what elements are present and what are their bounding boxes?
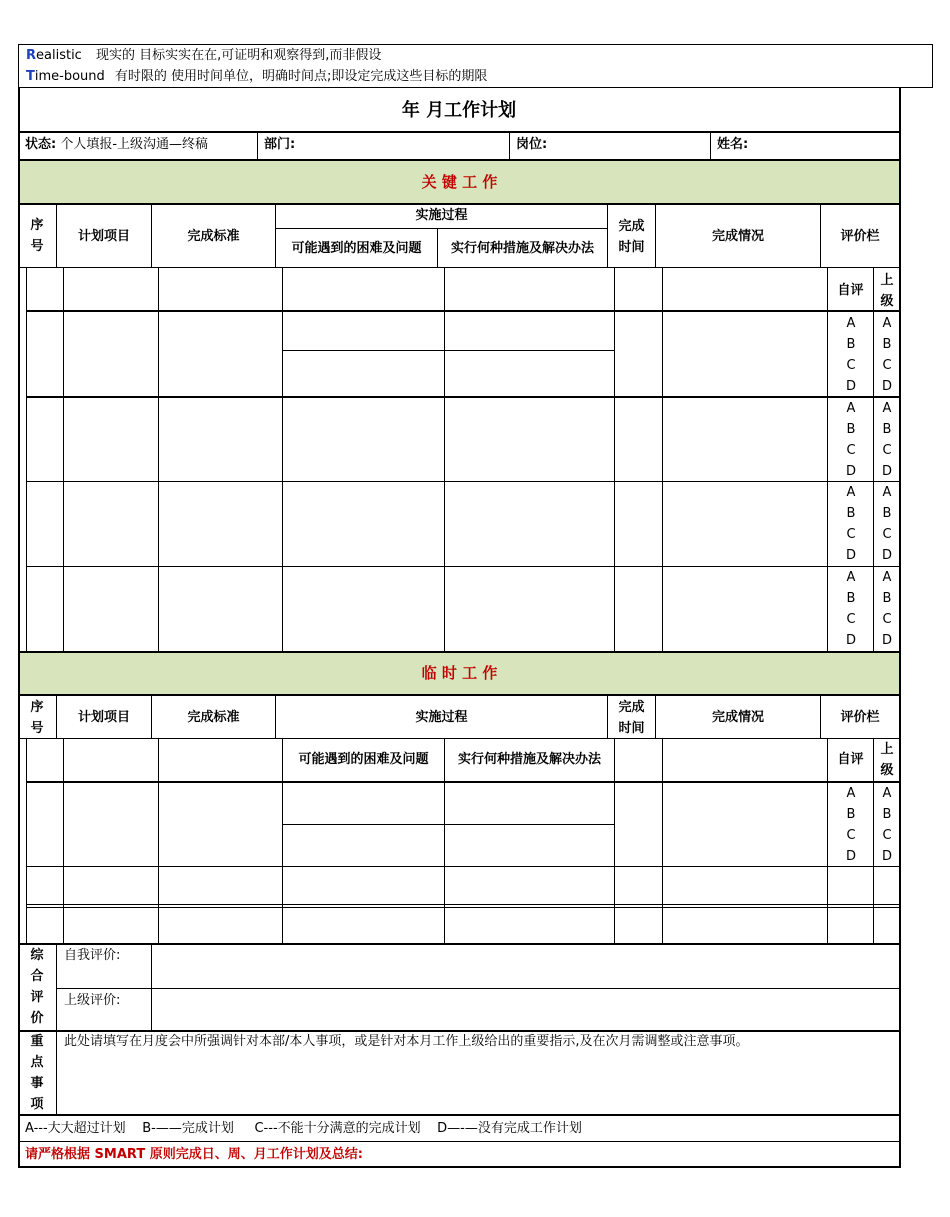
tb-v3 <box>282 738 283 943</box>
kh-process-line <box>275 228 607 229</box>
key-plan-item-header: 计划项目 <box>77 229 130 244</box>
kb-h1a <box>282 350 614 351</box>
title-bottom-line <box>18 131 901 133</box>
timebound-letter: T <box>26 69 35 84</box>
temp-work-heading: 临 时 工 作 <box>421 664 498 682</box>
key-self-eval-header: 自评 <box>837 283 864 298</box>
key-seq-1: 序 <box>30 218 44 233</box>
key-items-char-1: 重 <box>30 1034 44 1049</box>
grade-b[interactable]: B <box>846 506 856 521</box>
kb-v4 <box>444 268 445 651</box>
tb-v7 <box>827 738 828 943</box>
grade-a[interactable]: A <box>846 485 856 500</box>
dept-label[interactable]: 部门: <box>264 137 296 152</box>
realistic-word: ealistic <box>36 48 82 63</box>
key-process-header: 实施过程 <box>415 208 468 223</box>
kb-v6 <box>662 268 663 651</box>
tb-h2 <box>26 866 900 867</box>
status-label: 状态: <box>25 137 57 152</box>
kb-v2 <box>158 268 159 651</box>
grade-b[interactable]: B <box>882 591 892 606</box>
temp-standard-header: 完成标准 <box>187 710 240 725</box>
key-measures-header: 实行何种措施及解决办法 <box>450 241 594 256</box>
superior-evaluation-label: 上级评价: <box>64 993 121 1008</box>
summary-label <box>27 945 47 1029</box>
tb-v1 <box>63 738 64 943</box>
kb-v1 <box>63 268 64 651</box>
self-evaluation-field[interactable] <box>152 944 899 988</box>
grade-d[interactable]: D <box>881 379 892 394</box>
key-seq-2: 号 <box>30 239 44 254</box>
key-superior-header <box>877 270 897 312</box>
grade-c[interactable]: C <box>882 443 892 458</box>
realistic-desc: 现实的 目标实实在在,可证明和观察得到,而非假设 <box>95 48 382 63</box>
realistic-note <box>26 48 381 64</box>
temp-evaluation-header: 评价栏 <box>840 710 880 725</box>
grade-a[interactable]: A <box>846 786 856 801</box>
temp-superior-1: 上 <box>880 742 894 757</box>
key-superior-2: 级 <box>880 294 894 309</box>
grade-c[interactable]: C <box>882 612 892 627</box>
name-label[interactable]: 姓名: <box>717 137 749 152</box>
key-standard-header: 完成标准 <box>187 229 240 244</box>
tb-h3b <box>26 907 900 908</box>
temp-status-header: 完成情况 <box>711 710 764 725</box>
grade-d[interactable]: D <box>845 464 856 479</box>
grade-b[interactable]: B <box>882 337 892 352</box>
key-items-char-3: 事 <box>30 1076 44 1091</box>
temp-seq-header <box>27 697 47 739</box>
kb-h2 <box>26 396 900 398</box>
key-seq-header <box>27 215 47 257</box>
key-time-header <box>608 216 655 258</box>
frame-left <box>18 88 20 1168</box>
info-divider-3 <box>710 132 711 159</box>
grade-a[interactable]: A <box>882 570 892 585</box>
tb-h1 <box>26 781 900 783</box>
key-superior-1: 上 <box>880 273 894 288</box>
grade-c[interactable]: C <box>882 828 892 843</box>
tb-v4 <box>444 738 445 943</box>
temp-time-2: 时间 <box>618 721 645 736</box>
key-items-char-4: 项 <box>30 1097 44 1112</box>
grade-c[interactable]: C <box>846 612 856 627</box>
temp-superior-header <box>877 739 897 781</box>
grade-b[interactable]: B <box>882 422 892 437</box>
grade-b[interactable]: B <box>846 807 856 822</box>
kb-v3 <box>282 268 283 651</box>
key-time-1: 完成 <box>618 219 645 234</box>
kb-v0 <box>26 268 27 651</box>
grade-b[interactable]: B <box>846 591 856 606</box>
status-field[interactable] <box>25 137 208 153</box>
tb-h1a <box>282 824 614 825</box>
kb-h4 <box>26 566 900 567</box>
grade-d[interactable]: D <box>845 633 856 648</box>
grade-d[interactable]: D <box>881 849 892 864</box>
key-items-text[interactable]: 此处请填写在月度会中所强调针对本部/本人事项，或是针对本月工作上级给出的重要指示,及在次月需调整或注意事项。 <box>64 1034 749 1049</box>
key-time-2: 时间 <box>618 240 645 255</box>
key-evaluation-header: 评价栏 <box>840 229 880 244</box>
key-work-heading: 关 键 工 作 <box>421 173 498 191</box>
grade-c[interactable]: C <box>882 527 892 542</box>
key-items-char-2: 点 <box>30 1055 44 1070</box>
temp-measures-header: 实行何种措施及解决办法 <box>457 752 601 767</box>
key-difficulty-header: 可能遇到的困难及问题 <box>291 241 422 256</box>
grade-b[interactable]: B <box>846 337 856 352</box>
grade-d[interactable]: D <box>845 849 856 864</box>
summary-char-4: 价 <box>30 1011 44 1026</box>
grade-c[interactable]: C <box>846 358 856 373</box>
temp-plan-item-header: 计划项目 <box>77 710 130 725</box>
temp-time-header <box>608 697 655 739</box>
kb-v5 <box>614 268 615 651</box>
temp-superior-2: 级 <box>880 763 894 778</box>
realistic-letter: R <box>26 48 37 63</box>
position-label[interactable]: 岗位: <box>516 137 548 152</box>
summary-bottom <box>18 1030 901 1032</box>
info-divider-2 <box>509 132 510 159</box>
frame-bottom <box>18 1166 901 1168</box>
summary-v1 <box>56 944 57 1114</box>
temp-self-eval-header: 自评 <box>837 752 864 767</box>
summary-char-1: 综 <box>30 948 44 963</box>
key-status-header: 完成情况 <box>711 229 764 244</box>
tb-v5 <box>614 738 615 943</box>
page-title: 年 月工作计划 <box>401 100 517 121</box>
grade-c[interactable]: C <box>846 828 856 843</box>
grade-a[interactable]: A <box>846 316 856 331</box>
grade-a[interactable]: A <box>882 316 892 331</box>
timebound-desc: 有时限的 使用时间单位，明确时间点;即设定完成这些目标的期限 <box>114 69 488 84</box>
footer-note: 请严格根据 SMART 原则完成日、周、月工作计划及总结: <box>25 1147 363 1162</box>
th-bottom <box>18 738 901 739</box>
grade-b[interactable]: B <box>846 422 856 437</box>
temp-time-1: 完成 <box>618 700 645 715</box>
grade-b[interactable]: B <box>882 807 892 822</box>
temp-process-header: 实施过程 <box>415 710 468 725</box>
superior-evaluation-field[interactable] <box>152 989 899 1030</box>
summary-char-3: 评 <box>30 990 44 1005</box>
kb-h1 <box>26 310 900 312</box>
info-divider-1 <box>257 132 258 159</box>
key-items-bottom <box>18 1114 901 1116</box>
temp-seq-1: 序 <box>30 700 44 715</box>
kb-h3 <box>26 481 900 482</box>
tb-v0 <box>26 738 27 943</box>
grade-a[interactable]: A <box>846 570 856 585</box>
timebound-word: ime-bound <box>34 69 105 84</box>
legend-bottom <box>18 1141 901 1142</box>
grade-c[interactable]: C <box>846 527 856 542</box>
tb-v6 <box>662 738 663 943</box>
summary-char-2: 合 <box>30 969 44 984</box>
key-items-label <box>27 1031 47 1115</box>
status-value: 个人填报-上级沟通—终稿 <box>60 137 209 152</box>
grade-d[interactable]: D <box>881 548 892 563</box>
grade-a[interactable]: A <box>882 786 892 801</box>
self-evaluation-label: 自我评价: <box>64 948 121 963</box>
grade-c[interactable]: C <box>882 358 892 373</box>
grade-a[interactable]: A <box>882 485 892 500</box>
grade-b[interactable]: B <box>882 506 892 521</box>
grade-d[interactable]: D <box>881 464 892 479</box>
temp-seq-2: 号 <box>30 721 44 736</box>
kb-v7 <box>827 268 828 651</box>
grade-a[interactable]: A <box>846 401 856 416</box>
tb-h3 <box>26 904 900 905</box>
grade-d[interactable]: D <box>845 548 856 563</box>
temp-difficulty-header: 可能遇到的困难及问题 <box>298 752 429 767</box>
kh-bottom <box>18 267 901 268</box>
grade-legend: A---大大超过计划 B-——完成计划 C---不能十分满意的完成计划 D—-—没有完成工作计划 <box>25 1121 582 1136</box>
grade-c[interactable]: C <box>846 443 856 458</box>
grade-a[interactable]: A <box>882 401 892 416</box>
grade-d[interactable]: D <box>845 379 856 394</box>
tb-v2 <box>158 738 159 943</box>
grade-d[interactable]: D <box>881 633 892 648</box>
timebound-note <box>26 69 487 85</box>
